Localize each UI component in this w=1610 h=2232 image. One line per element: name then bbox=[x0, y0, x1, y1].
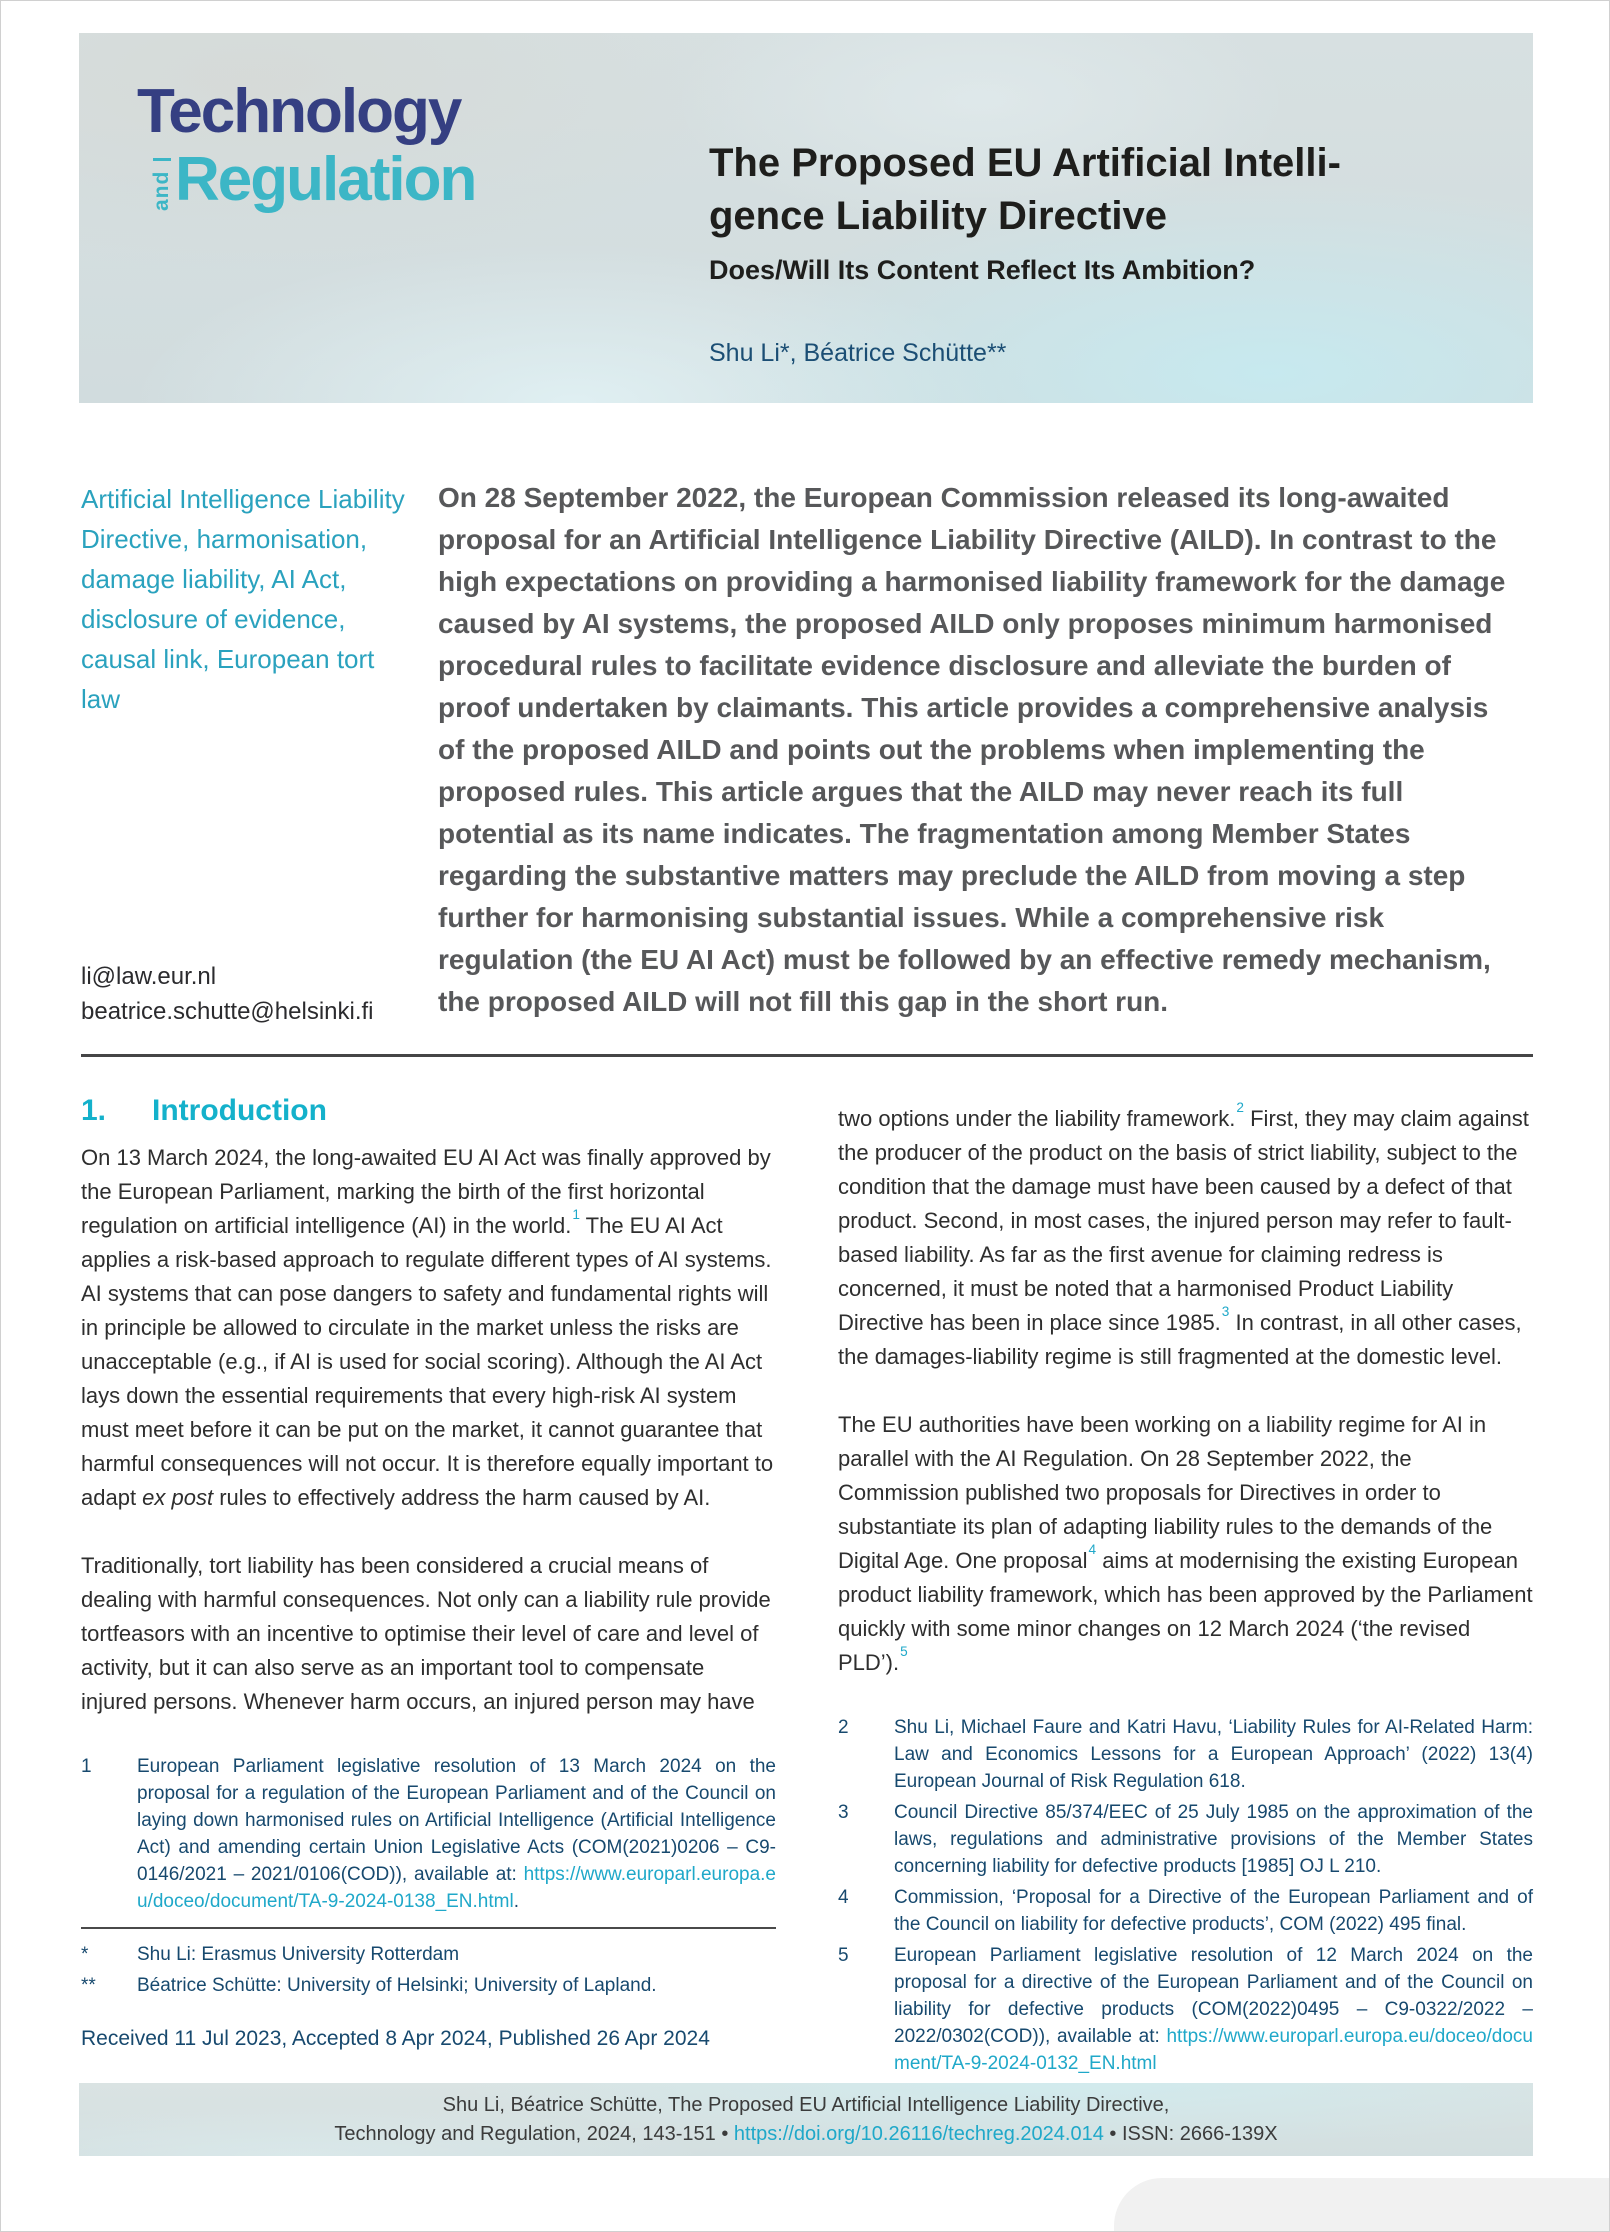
article-title-line1: The Proposed EU Artificial Intelli- bbox=[709, 141, 1341, 185]
author-note bbox=[81, 1972, 776, 1999]
logo-and-text: and bbox=[150, 170, 173, 211]
footer-citation-line1: Shu Li, Béatrice Schütte, The Proposed EU Artificial Intelligence Liability Directive, bbox=[442, 2094, 1170, 2116]
author-note-marker: ** bbox=[81, 1975, 96, 1996]
author-note-text: Shu Li: Erasmus University Rotterdam bbox=[137, 1944, 460, 1965]
abstract: On 28 September 2022, the European Commission released its long-awaited proposal for an Artificial Intelligence Liability Directive (AILD). In contrast to the high expectations on providing a harmonised liability framework for the damage caused by AI systems, the proposed AILD only proposes minimum harmonised procedural rules to facilitate evidence disclosure and alleviate the burden of proof undertaken by claimants. This article provides a comprehensive analysis of the proposed AILD and points out the problems when implementing the proposed rules. This article argues that the AILD may never reach its full potential as its name indicates. The fragmentation among Member States regarding the substantive matters may preclude the AILD from moving a step further for harmonising substantial issues. While a comprehensive risk regulation (the EU AI Act) must be followed by an effective remedy mechanism, the proposed AILD will not fill this gap in the short run. bbox=[438, 482, 1506, 1017]
footnote-text: Shu Li, Michael Faure and Katri Havu, ‘Liability Rules for AI-Related Harm: Law and Economics Lessons for a European Approach’ (2022) 13(4) European Journal of Risk Regulation 618. bbox=[894, 1717, 1533, 1792]
author-email-2: beatrice.schutte@helsinki.fi bbox=[81, 998, 374, 1025]
emphasis-text: ex post bbox=[142, 1485, 214, 1510]
footnote-text: Council Directive 85/374/EEC of 25 July 1985 on the approximation of the laws, regulations and administrative provisions of the Member States concerning liability for defective products [1985] OJ L 210. bbox=[894, 1802, 1533, 1877]
footnote-number: 4 bbox=[838, 1887, 849, 1908]
footnote bbox=[838, 1884, 1533, 1938]
footnote-reference: 2 bbox=[1236, 1099, 1244, 1115]
logo-rule bbox=[153, 158, 171, 161]
footnote-reference: 3 bbox=[1221, 1303, 1230, 1319]
journal-logo bbox=[137, 77, 476, 214]
article-title-line2: gence Liability Directive bbox=[709, 194, 1167, 238]
footnote-reference: 4 bbox=[1088, 1541, 1097, 1557]
footnote-number: 3 bbox=[838, 1802, 849, 1823]
footnote bbox=[838, 1799, 1533, 1880]
author-note-marker: * bbox=[81, 1944, 89, 1965]
article-authors: Shu Li*, Béatrice Schütte** bbox=[709, 339, 1007, 367]
section-heading-introduction bbox=[81, 1093, 776, 1129]
footnote-number: 2 bbox=[838, 1717, 849, 1738]
footnote-number: 5 bbox=[838, 1945, 849, 1966]
hyperlink[interactable]: https://www.europarl.europa.eu/doceo/document/TA-9-2024-0132_EN.html bbox=[894, 2026, 1533, 2074]
section-number: 1. bbox=[81, 1094, 107, 1127]
header-band bbox=[79, 33, 1533, 403]
footnote-text: European Parliament legislative resolution of 12 March 2024 on the proposal for a directive of the European Parliament and of the Council on liability for defective products (COM(2022)0495 – C9-0322/2022 – 2022/0302(COD)), available at: https://www.europarl.europa.eu/doceo/document/TA-9-2024-0132_EN.html bbox=[894, 1945, 1533, 2074]
footnote bbox=[81, 1753, 776, 1915]
footnote-reference: 5 bbox=[900, 1643, 908, 1659]
section-divider-rule bbox=[81, 1054, 1533, 1057]
footer-citation-band bbox=[79, 2083, 1533, 2156]
footnote bbox=[838, 1714, 1533, 1795]
footnote-reference: 1 bbox=[572, 1206, 580, 1222]
logo-technology-text: Technology bbox=[137, 77, 461, 146]
footnotes-left bbox=[81, 1753, 776, 1915]
paragraph: Traditionally, tort liability has been considered a crucial means of dealing with harmful consequences. Not only can a liability rule provide tortfeasors with an incentive to optimise their level of care and level of activity, but it can also serve as an important tool to compensate injured persons. Whenever harm occurs, an injured person may have bbox=[81, 1553, 771, 1714]
hyperlink[interactable]: https://www.europarl.europa.eu/doceo/document/TA-9-2024-0138_EN.html bbox=[137, 1864, 776, 1912]
article-dates: Received 11 Jul 2023, Accepted 8 Apr 2024, Published 26 Apr 2024 bbox=[81, 2027, 710, 2050]
body-columns bbox=[81, 1093, 1533, 2081]
logo-regulation-text: Regulation bbox=[175, 145, 476, 214]
page-corner-shade bbox=[1114, 2178, 1609, 2232]
footnotes-right bbox=[838, 1714, 1533, 2077]
hyperlink[interactable]: https://doi.org/10.26116/techreg.2024.014 bbox=[733, 2123, 1104, 2145]
article-title-block bbox=[709, 137, 1341, 287]
paragraph: two options under the liability framework.$^2$ First, they may claim against the producer of the product on the basis of strict liability, subject to the condition that the damage must have been caused by a defect of that product. Second, in most cases, the injured person may refer to fault-based liability. As far as the first avenue for claiming redress is concerned, it must be noted that a harmonised Product Liability Directive has been in place since 1985.$^3$ In contrast, in all other cases, the damages-liability regime is still fragmented at the domestic level. bbox=[838, 1099, 1529, 1369]
author-note-rule bbox=[81, 1927, 776, 1929]
article-subtitle: Does/Will Its Content Reflect Its Ambition? bbox=[709, 255, 1256, 285]
footnote-text: European Parliament legislative resolution of 13 March 2024 on the proposal for a regulation of the European Parliament and of the Council on laying down harmonised rules on Artificial Intelligence (Artificial Intelligence Act) and amending certain Union Legislative Acts (COM(2021)0206 – C9-0146/2021 – 2021/0106(COD)), available at: https://www.europarl.europa.eu/doceo/document/TA-9-2024-0138_EN.html. bbox=[137, 1756, 776, 1912]
footer-citation-line2: Technology and Regulation, 2024, 143-151 • https://doi.org/10.26116/techreg.2024.014 • ISSN: 2666-139X bbox=[334, 2123, 1278, 2145]
author-note-text: Béatrice Schütte: University of Helsinki; University of Lapland. bbox=[137, 1975, 657, 1996]
section-title: Introduction bbox=[152, 1094, 327, 1127]
author-emails bbox=[81, 959, 374, 1029]
body-column-right bbox=[838, 1093, 1533, 2081]
author-note bbox=[81, 1941, 776, 1968]
paragraph: The EU authorities have been working on a liability regime for AI in parallel with the AI Regulation. On 28 September 2022, the Commission published two proposals for Directives in order to substantiate its plan of adapting liability rules to the demands of the Digital Age. One proposal$^4$ aims at modernising the existing European product liability framework, which has been approved by the Parliament quickly with some minor changes on 12 March 2024 (‘the revised PLD’).$^5$ bbox=[838, 1412, 1533, 1675]
footnote bbox=[838, 1942, 1533, 2077]
footnote-number: 1 bbox=[81, 1756, 92, 1777]
footnote-text: Commission, ‘Proposal for a Directive of the European Parliament and of the Council on liability for defective products’, COM (2022) 495 final. bbox=[894, 1887, 1533, 1935]
paragraph: On 13 March 2024, the long-awaited EU AI Act was finally approved by the European Parliament, marking the birth of the first horizontal regulation on artificial intelligence (AI) in the world.$^1$ The EU AI Act applies a risk-based approach to regulate different types of AI systems. AI systems that can pose dangers to safety and fundamental rights will in principle be allowed to circulate in the market unless the risks are unacceptable (e.g., if AI is used for social scoring). Although the AI Act lays down the essential requirements that every high-risk AI system must meet before it can be put on the market, it cannot guarantee that harmful consequences will not occur. It is therefore equally important to adapt ex post rules to effectively address the harm caused by AI. bbox=[81, 1145, 774, 1510]
body-column-left bbox=[81, 1093, 776, 2081]
keywords: Artificial Intelligence Liability Directive, harmonisation, damage liability, AI Act, disclosure of evidence, causal link, European tort law bbox=[81, 484, 405, 714]
author-email-1: li@law.eur.nl bbox=[81, 963, 217, 990]
